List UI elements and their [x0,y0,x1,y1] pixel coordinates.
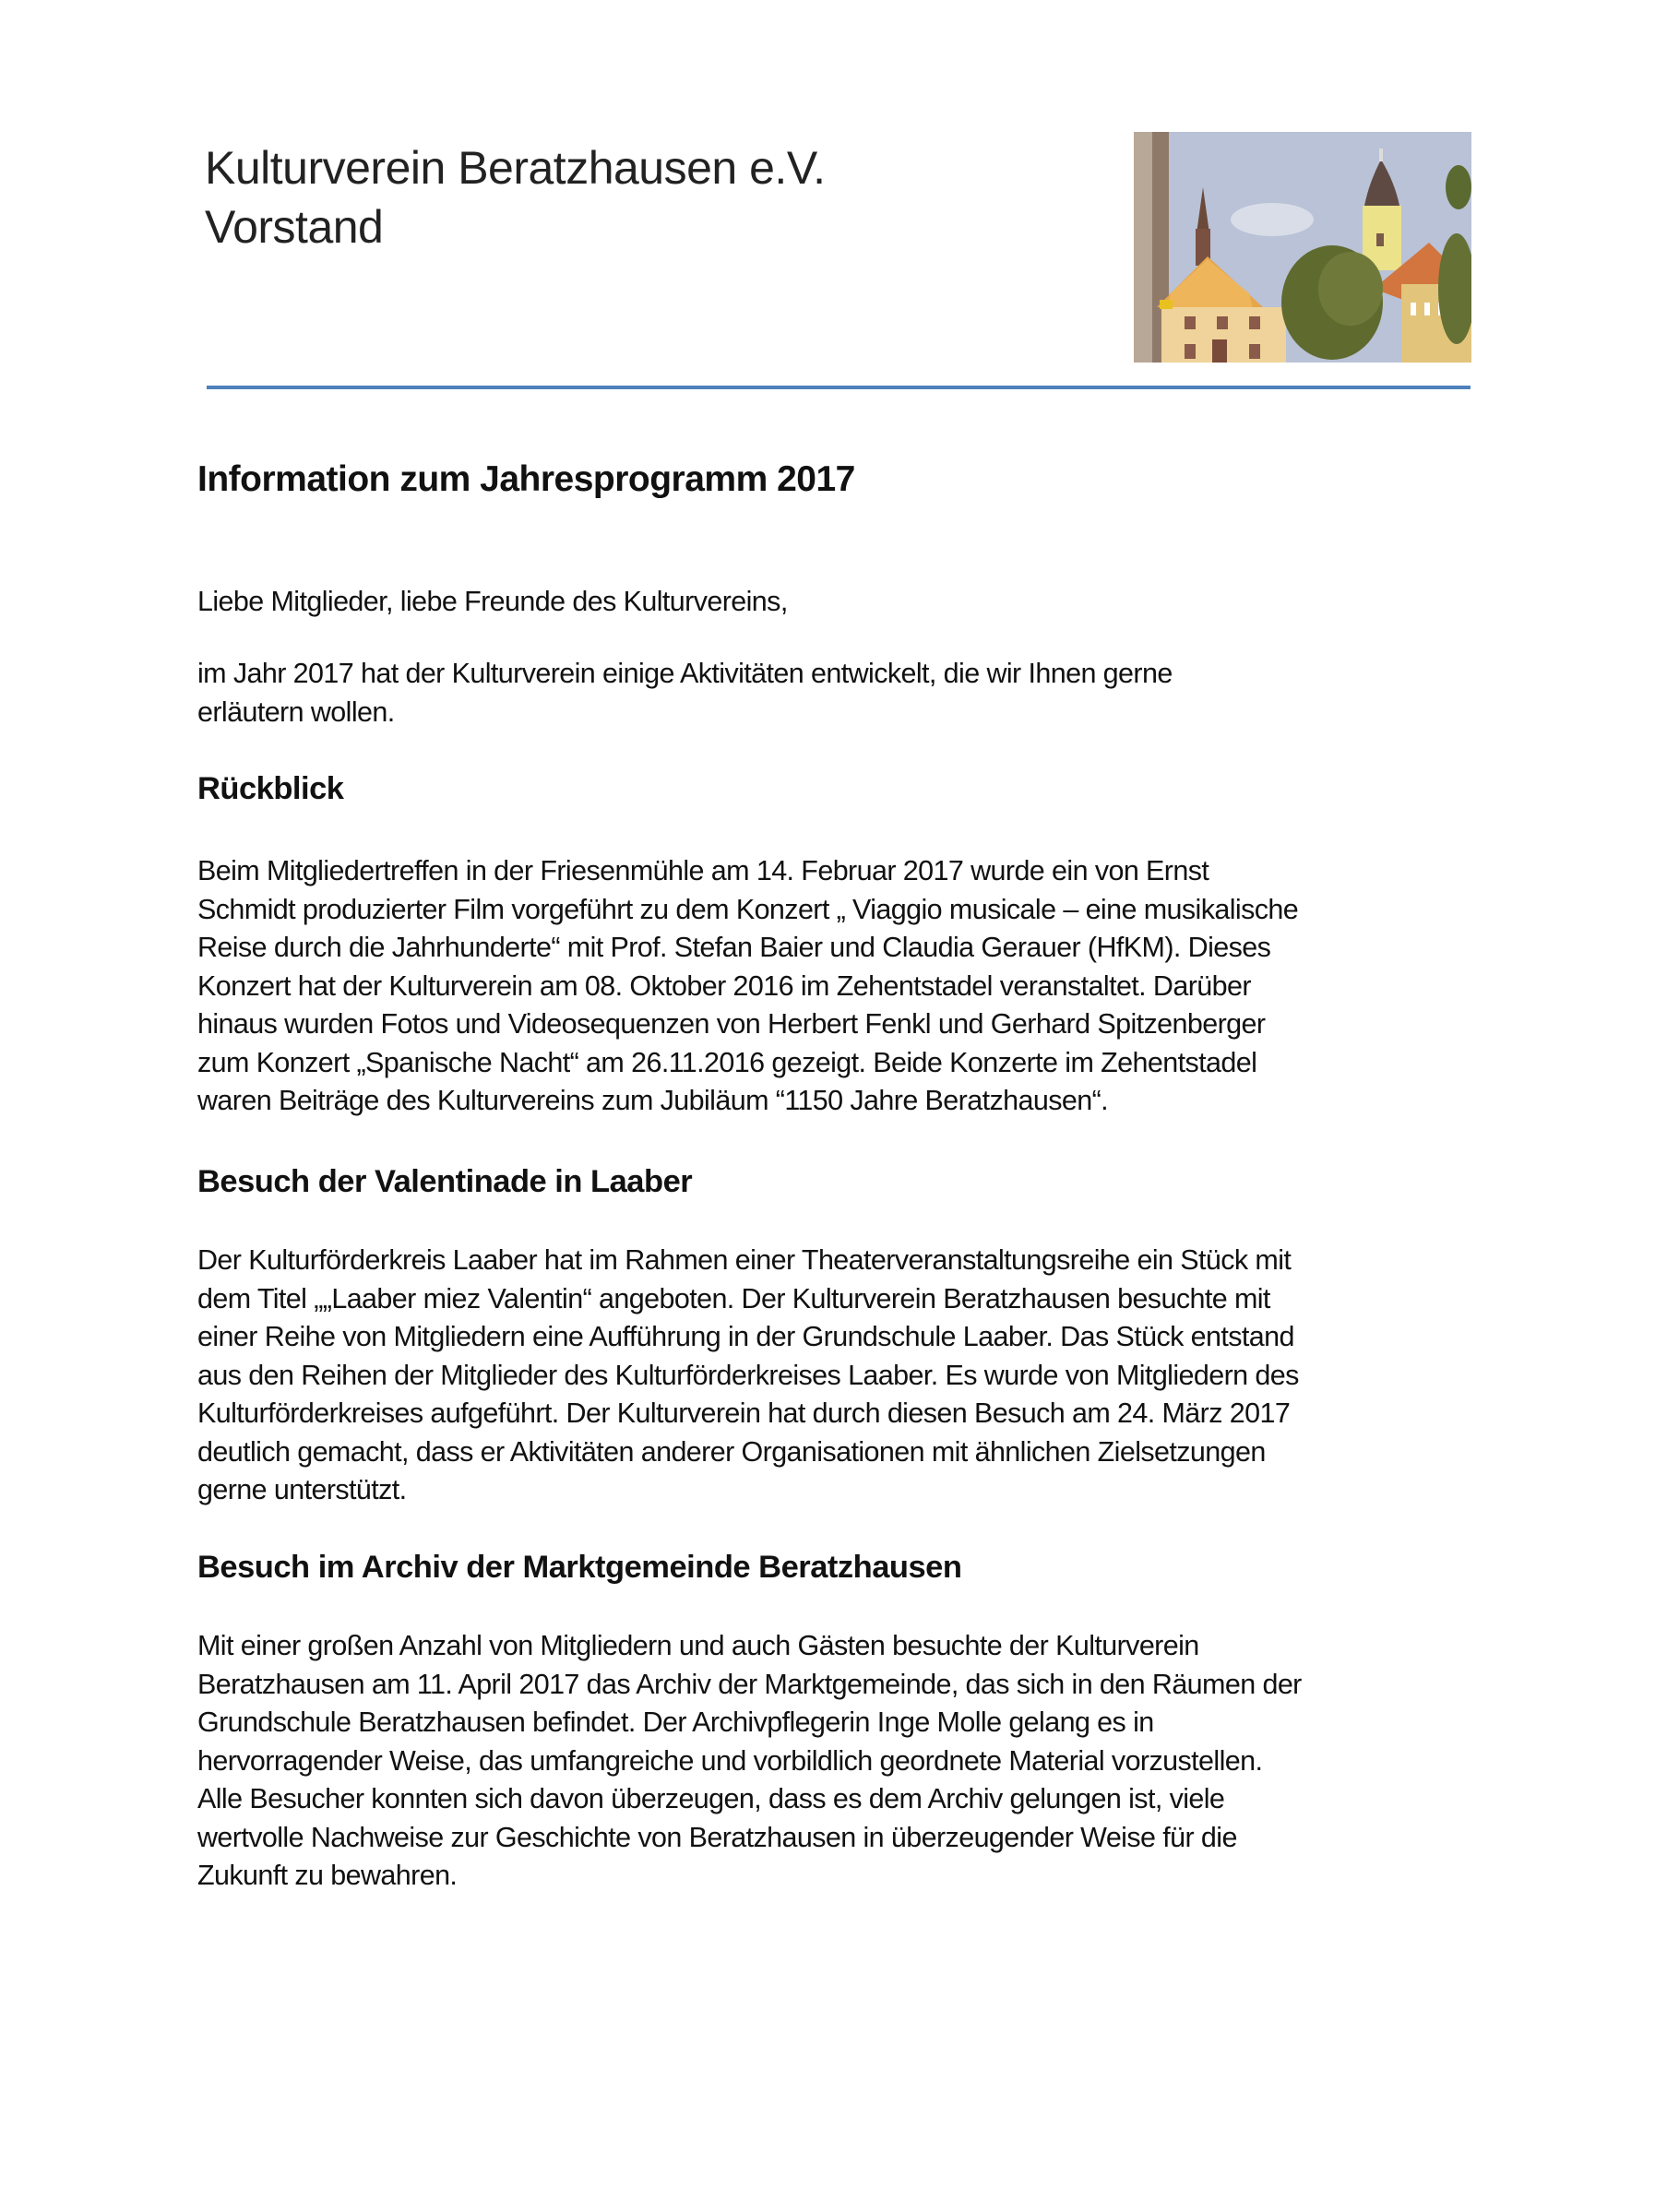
text-line: einer Reihe von Mitgliedern eine Aufführung in der Grundschule Laaber. Das Stück entstand [197,1321,1294,1352]
salutation [197,583,1484,622]
section-heading-valentinade: Besuch der Valentinade in Laaber [197,1164,693,1199]
text-line: Reise durch die Jahrhunderte“ mit Prof. Stefan Baier und Claudia Gerauer (HfKM). Dieses [197,932,1271,963]
section-heading-rueckblick: Rückblick [197,771,344,806]
header-divider [207,386,1471,389]
text-line: waren Beiträge des Kulturvereins zum Jubiläum “1150 Jahre Beratzhausen“. [197,1085,1108,1116]
text-line: dem Titel „„Laaber miez Valentin“ angeboten. Der Kulturverein Beratzhausen besuchte mit [197,1282,1270,1314]
text-line: Schmidt produzierter Film vorgeführt zu dem Konzert „ Viaggio musicale – eine musikalische [197,893,1299,925]
salutation-text: Liebe Mitglieder, liebe Freunde des Kulturvereins, [197,586,788,617]
text-line: aus den Reihen der Mitglieder des Kulturförderkreises Laaber. Es wurde von Mitgliedern des [197,1359,1299,1391]
text-line: hervorragender Weise, das umfangreiche und vorbildlich geordnete Material vorzustellen. [197,1744,1263,1777]
town-photo [1134,132,1471,363]
text-line: zum Konzert „Spanische Nacht“ am 26.11.2016 gezeigt. Beide Konzerte im Zehentstadel [197,1046,1257,1078]
text-line: gerne unterstützt. [197,1474,407,1505]
text-line: Beratzhausen am 11. April 2017 das Archiv der Marktgemeinde, das sich in den Räumen der [197,1668,1302,1700]
text-line: Alle Besucher konnten sich davon überzeugen, dass es dem Archiv gelungen ist, viele [197,1783,1225,1814]
text-line: deutlich gemacht, dass er Aktivitäten anderer Organisationen mit ähnlichen Zielsetzungen [197,1435,1266,1468]
text-line: Beim Mitgliedertreffen in der Friesenmühle am 14. Februar 2017 wurde ein von Ernst [197,855,1209,886]
text-line: Grundschule Beratzhausen befindet. Der Archivpflegerin Inge Molle gelang es in [197,1707,1154,1738]
section-heading-archiv: Besuch im Archiv der Marktgemeinde Beratzhausen [197,1550,962,1585]
text-line: im Jahr 2017 hat der Kulturverein einige Aktivitäten entwickelt, die wir Ihnen gerne [197,658,1173,689]
letterhead [205,138,825,256]
org-name: Kulturverein Beratzhausen e.V. [205,142,826,194]
text-line: Zukunft zu bewahren. [197,1860,458,1891]
text-line: wertvolle Nachweise zur Geschichte von Beratzhausen in überzeugender Weise für die [197,1821,1237,1853]
text-line: erläutern wollen. [197,696,395,728]
text-line: Mit einer großen Anzahl von Mitgliedern und auch Gästen besuchte der Kulturverein [197,1630,1199,1661]
intro-paragraph [197,655,1484,731]
section-paragraph-archiv [197,1627,1484,1896]
text-line: hinaus wurden Fotos und Videosequenzen von Herbert Fenkl und Gerhard Spitzenberger [197,1008,1266,1040]
section-paragraph-rueckblick [197,852,1484,1121]
document-title: Information zum Jahresprogramm 2017 [197,459,855,499]
board-label: Vorstand [205,201,384,253]
text-line: Kulturförderkreises aufgeführt. Der Kulturverein hat durch diesen Besuch am 24. März 2017 [197,1397,1291,1429]
text-line: Der Kulturförderkreis Laaber hat im Rahmen einer Theaterveranstaltungsreihe ein Stück mit [197,1244,1292,1276]
section-paragraph-valentinade [197,1242,1484,1510]
text-line: Konzert hat der Kulturverein am 08. Oktober 2016 im Zehentstadel veranstaltet. Darüber [197,969,1251,1002]
